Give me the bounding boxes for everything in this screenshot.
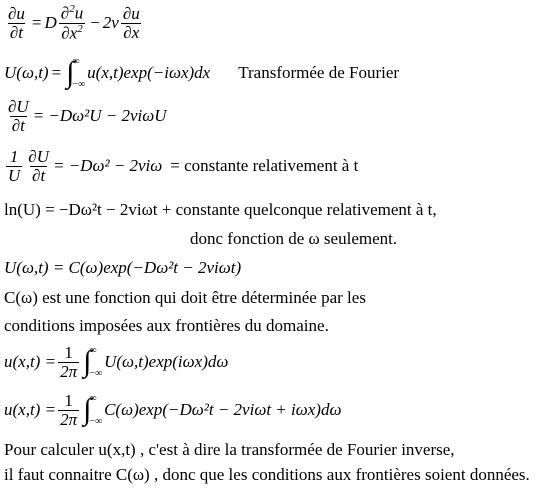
fraction-du-dt: $\frac{\partial u}{\partial t}$ — [8, 3, 25, 42]
equation-note-omega-only: donc fonction de ω seulement. — [190, 229, 398, 248]
integral-sign: ∫ ∞ −∞ — [83, 393, 103, 428]
equation-U-solution: U(ω,t) = C(ω)exp(−Dω²t − 2viωt) — [4, 258, 242, 277]
equation-ln-U: ln(U) = −Dω²t − 2viωt + constante quelconque relativement à t, — [4, 200, 437, 219]
fourier-transform-label: Transformée de Fourier — [238, 63, 400, 82]
fraction-1-over-U: $\frac{1}{U}$ — [8, 147, 21, 185]
text-boundary-conditions: conditions imposées aux frontières du domaine. — [4, 316, 329, 335]
equation-log-derivative: $\frac{1}{U}$ $\frac{\partial U}{\partial t}$ = −Dω² − 2viω = constante relativement à t — [8, 147, 359, 185]
equation-inverse-transform-2: u(x,t) = $\frac{1}{2\pi}$ ∫ ∞ −∞ C(ω)exp(−Dω²t − 2viωt + iωx)dω — [4, 391, 342, 429]
fraction-dU-dt-2: $\frac{\partial U}{\partial t}$ — [28, 147, 49, 185]
integral-sign: ∫ ∞ −∞ — [83, 345, 103, 380]
text-C-omega-definition: C(ω) est une fonction qui doit être déterminée par les — [4, 288, 366, 307]
fraction-dU-dt: $\frac{\partial U}{\partial t}$ — [8, 97, 29, 135]
fraction-du-dx: $\frac{\partial u}{\partial x}$ — [122, 3, 140, 42]
fraction-d2u-dx2: $\frac{\partial^2u}{\partial x^2}$ — [60, 3, 84, 43]
fraction-1-over-2pi: $\frac{1}{2\pi}$ — [60, 391, 78, 429]
equation-diffusion: $\frac{\partial u}{\partial t}$ = D $\frac{\partial^2u}{\partial x^2}$ − 2v $\frac{\partial u}{\partial x}$ — [8, 3, 140, 43]
text-compute-u: Pour calculer u(x,t) , c'est à dire la transformée de Fourier inverse, — [4, 440, 455, 459]
fraction-1-over-2pi: $\frac{1}{2\pi}$ — [60, 343, 78, 381]
equation-inverse-transform-1: u(x,t) = $\frac{1}{2\pi}$ ∫ ∞ −∞ U(ω,t)exp(iωx)dω — [4, 343, 229, 381]
text-need-C-omega: il faut connaitre C(ω) , donc que les conditions aux frontières soient données. — [4, 465, 530, 484]
equation-dU-dt: $\frac{\partial U}{\partial t}$ = −Dω²U − 2viωU — [8, 97, 167, 135]
integral-sign: ∫ ∞ −∞ — [66, 56, 86, 90]
equation-fourier-transform: U(ω,t) = ∫ ∞ −∞ u(x,t)exp(−iωx)dx Transformée de Fourier — [4, 56, 400, 90]
